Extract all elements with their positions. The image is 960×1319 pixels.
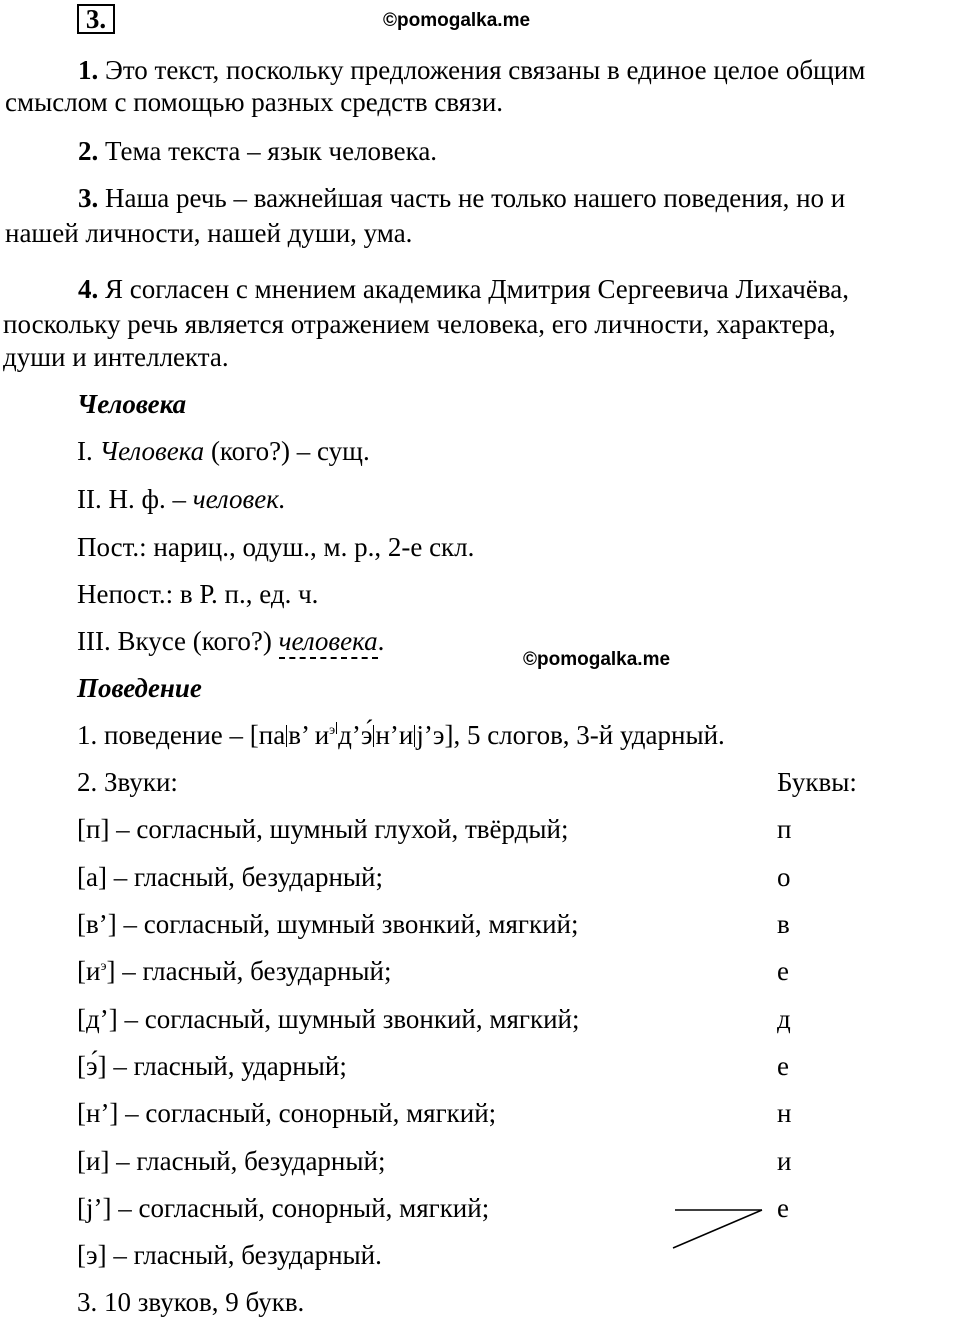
answer-3-line2: нашей личности, нашей души, ума. [5,218,413,248]
answer-4-number: 4. [78,274,99,304]
answer-2-line1 [78,138,437,165]
sound-row-5: [д’] – согласный, шумный звонкий, мягкий; [77,1004,580,1034]
sound-row-10: [э] – гласный, безударный. [77,1240,382,1270]
answer-4-line3: души и интеллекта. [3,342,229,372]
morph-p1-word: Человека [99,436,205,466]
sound-row-4-pre: [и [77,956,101,986]
morph-variable-features: Непост.: в Р. п., ед. ч. [77,579,319,609]
answer-2-text: Тема текста – язык человека. [98,136,438,166]
letter-row-1: п [777,814,792,844]
task-number: 3. [77,4,115,34]
syllable-divider [336,722,337,734]
phonetic-transcription [77,722,725,749]
answer-1-number: 1. [78,55,99,85]
morph-point-1 [77,438,370,465]
phonetic-heading: Поведение [77,673,202,703]
transcription-part-2: в’ и [288,720,330,750]
answer-4-text: Я согласен с мнением академика Дмитрия Сергеевича Лихачёва, [98,274,849,304]
sound-row-3: [в’] – согласный, шумный звонкий, мягкий; [77,909,579,939]
morph-p5-word-underlined: человека [279,626,378,659]
watermark-middle: ©pomogalka.me [523,649,671,670]
answer-1-line2: смыслом с помощью разных средств связи. [5,87,504,117]
sound-row-4 [77,958,392,985]
answer-1-text: Это текст, поскольку предложения связаны в единое целое общим [98,55,866,85]
letter-row-2: о [777,862,791,892]
transcription-superscript: э [329,723,336,738]
sound-row-6: [э́] – гласный, ударный; [77,1051,347,1081]
letter-row-5: д [777,1004,791,1034]
morph-p5-end: . [377,626,385,656]
letter-row-9: е [777,1193,789,1223]
transcription-part-5: j’э] [416,720,454,750]
sound-row-4-post: ] – гласный, безударный; [106,956,392,986]
answer-2-number: 2. [78,136,99,166]
watermark-top: ©pomogalka.me [383,10,531,31]
letters-header: Буквы: [777,767,857,797]
answer-4-line1 [78,276,849,303]
letter-row-8: и [777,1146,792,1176]
morph-p1-rest: (кого?) – сущ. [204,436,370,466]
sound-row-4-sup: э [100,959,107,974]
transcription-suffix: , 5 слогов, 3-й ударный. [453,720,725,750]
sound-row-9: [j’] – согласный, сонорный, мягкий; [77,1193,490,1223]
letter-row-7: н [777,1098,792,1128]
transcription-part-3: д’э́ [338,720,373,750]
answer-3-number: 3. [78,183,99,213]
morph-p1-prefix: I. [77,436,100,466]
link-line-diagonal [673,1210,762,1248]
morph-heading: Человека [77,389,187,419]
morph-point-3 [77,628,384,655]
answer-3-text: Наша речь – важнейшая часть не только нашего поведения, но и [98,183,846,213]
transcription-part-1: 1. поведение – [па [77,720,286,750]
sounds-header: 2. Звуки: [77,767,178,797]
morph-p5-prefix: III. Вкусе (кого?) [77,626,279,656]
morph-p2-prefix: II. Н. ф. – [77,484,193,514]
phonetic-summary: 3. 10 звуков, 9 букв. [77,1287,305,1317]
morph-p2-word: человек. [192,484,286,514]
answer-1-line1 [78,57,865,84]
answer-4-line2: поскольку речь является отражением человека, его личности, характера, [3,309,836,339]
morph-constant-features: Пост.: нариц., одуш., м. р., 2-е скл. [77,532,475,562]
sound-row-2: [а] – гласный, безударный; [77,862,384,892]
letter-row-4: е [777,956,789,986]
morph-point-2 [77,486,286,513]
sound-letter-link-lines [668,1202,768,1252]
sound-row-1: [п] – согласный, шумный глухой, твёрдый; [77,814,569,844]
letter-row-3: в [777,909,790,939]
sound-row-8: [и] – гласный, безударный; [77,1146,386,1176]
transcription-part-4: н’и [375,720,414,750]
sound-row-7: [н’] – согласный, сонорный, мягкий; [77,1098,497,1128]
answer-3-line1 [78,185,845,212]
letter-row-6: е [777,1051,789,1081]
